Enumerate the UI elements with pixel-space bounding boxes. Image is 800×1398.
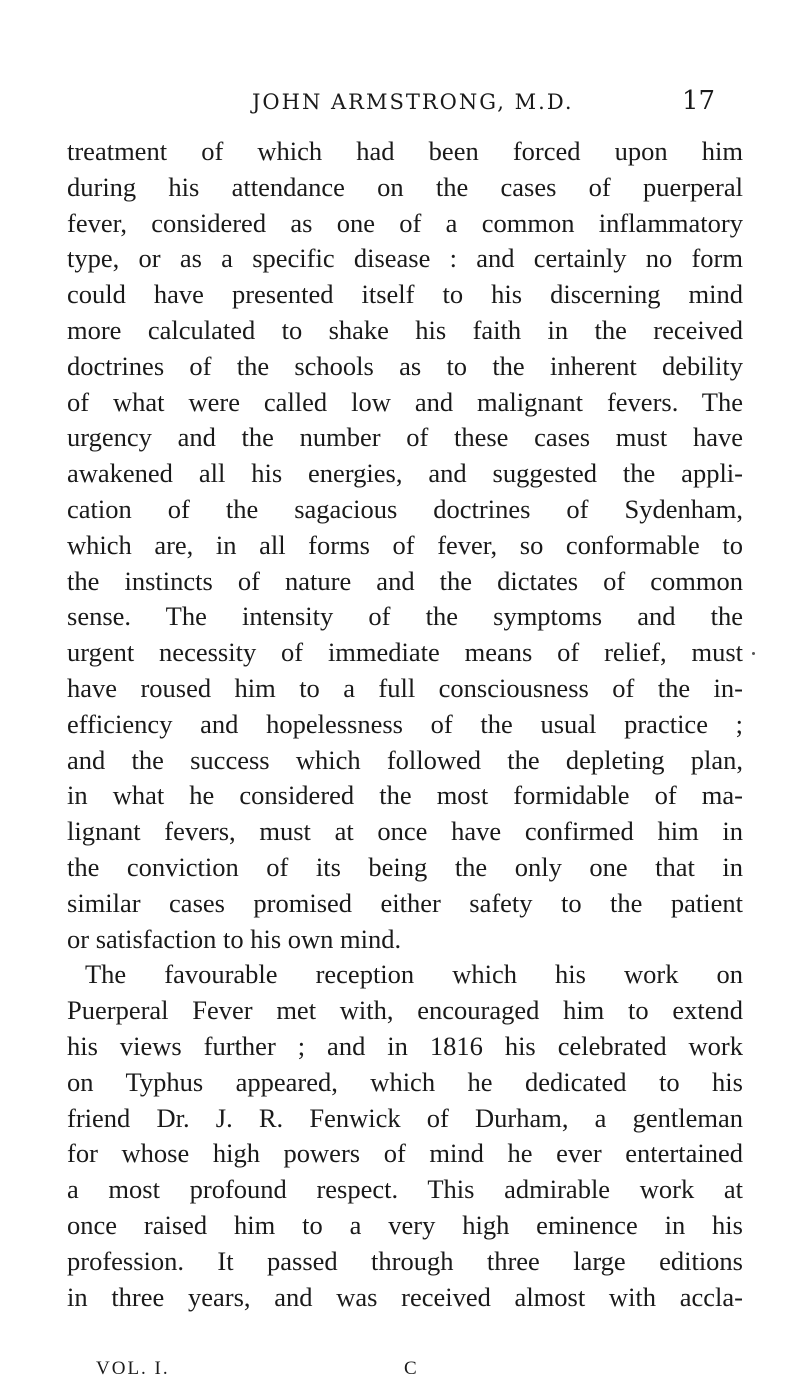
text-line: efficiency and hopelessness of the usual practice ; [67,708,743,739]
text-line: cation of the sagacious doctrines of Sydenham, [67,493,743,524]
volume-signature: VOL. I. [96,1358,170,1379]
text-line: on Typhus appeared, which he dedicated to his [67,1066,743,1097]
text-line: in three years, and was received almost with accla- [67,1281,743,1312]
text-line: awakened all his energies, and suggested the appli- [67,458,743,489]
paragraph-start-line: The favourable reception which his work on [85,959,743,990]
text-line: during his attendance on the cases of puerperal [67,171,743,202]
running-title: JOHN ARMSTRONG, M.D. [252,90,574,114]
body-text [67,134,743,1315]
page-number: 17 [682,86,716,116]
page-footer [0,1358,800,1388]
text-line: more calculated to shake his faith in the received [67,314,743,345]
text-line: fever, considered as one of a common inflammatory [67,207,743,238]
text-line: urgency and the number of these cases must have [67,422,743,453]
text-line: in what he considered the most formidable of ma- [67,780,743,811]
text-line: profession. It passed through three large editions [67,1245,743,1276]
text-line: and the success which followed the depleting plan, [67,744,743,775]
text-line: type, or as a specific disease : and certainly no form [67,243,743,274]
signature-mark: C [404,1358,417,1379]
text-line: urgent necessity of immediate means of relief, must [67,637,743,668]
text-line: the instincts of nature and the dictates of common [67,565,743,596]
text-line: which are, in all forms of fever, so conformable to [67,529,743,560]
text-line: have roused him to a full consciousness of the in- [67,672,743,703]
text-line: a most profound respect. This admirable work at [67,1174,743,1205]
text-line: could have presented itself to his discerning mind [67,279,743,310]
text-line: once raised him to a very high eminence in his [67,1209,743,1240]
text-line: for whose high powers of mind he ever entertained [67,1138,743,1169]
text-line: friend Dr. J. R. Fenwick of Durham, a gentleman [67,1102,743,1133]
text-line: the conviction of its being the only one that in [67,851,743,882]
text-line: sense. The intensity of the symptoms and the [67,601,743,632]
text-line: his views further ; and in 1816 his celebrated work [67,1030,743,1061]
text-line: doctrines of the schools as to the inherent debility [67,350,743,381]
paragraph-end-line: or satisfaction to his own mind. [67,923,402,954]
running-head [0,86,800,126]
text-line: lignant fevers, must at once have confirmed him in [67,816,743,847]
margin-mark [752,652,755,655]
text-line: similar cases promised either safety to the patient [67,887,743,918]
text-line: treatment of which had been forced upon him [67,136,743,166]
text-line: of what were called low and malignant fevers. The [67,386,743,417]
text-line: Puerperal Fever met with, encouraged him to extend [67,995,743,1026]
